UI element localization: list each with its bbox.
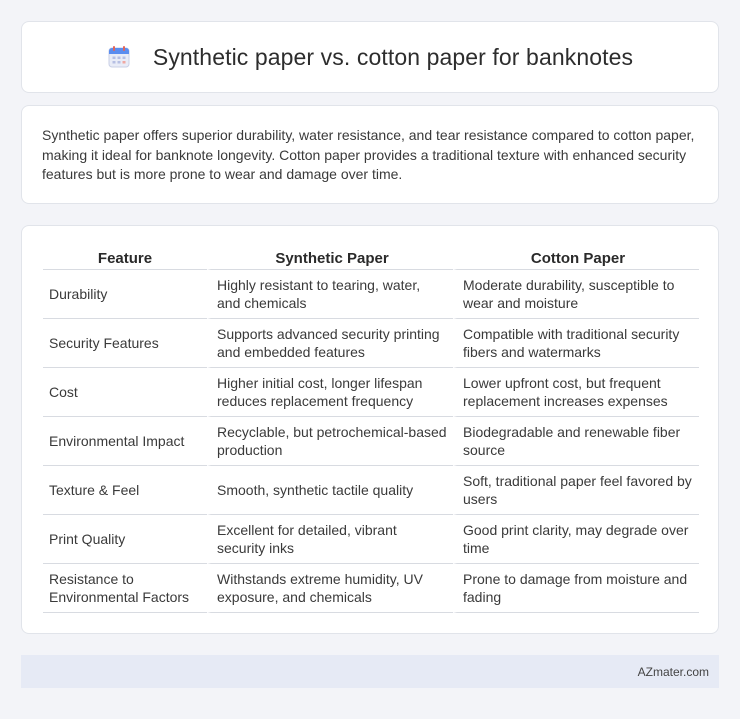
table-row bbox=[43, 564, 699, 613]
table-row bbox=[43, 466, 699, 515]
synthetic-cell: Smooth, synthetic tactile quality bbox=[207, 466, 453, 515]
header-synthetic-paper: Synthetic Paper bbox=[207, 246, 453, 270]
synthetic-cell: Higher initial cost, longer lifespan reduces replacement frequency bbox=[207, 368, 453, 417]
cotton-cell: Prone to damage from moisture and fading bbox=[453, 564, 699, 613]
table-row bbox=[43, 515, 699, 564]
table-header-row bbox=[43, 246, 699, 270]
cotton-cell: Biodegradable and renewable fiber source bbox=[453, 417, 699, 466]
feature-cell: Print Quality bbox=[43, 515, 207, 564]
table-row bbox=[43, 319, 699, 368]
synthetic-cell: Highly resistant to tearing, water, and chemicals bbox=[207, 270, 453, 319]
calendar-icon bbox=[107, 45, 131, 69]
cotton-cell: Soft, traditional paper feel favored by users bbox=[453, 466, 699, 515]
feature-cell: Resistance to Environmental Factors bbox=[43, 564, 207, 613]
cotton-cell: Moderate durability, susceptible to wear and moisture bbox=[453, 270, 699, 319]
comparison-table-card bbox=[21, 225, 719, 634]
table-row bbox=[43, 270, 699, 319]
feature-cell: Security Features bbox=[43, 319, 207, 368]
synthetic-cell: Withstands extreme humidity, UV exposure, and chemicals bbox=[207, 564, 453, 613]
cotton-cell: Good print clarity, may degrade over time bbox=[453, 515, 699, 564]
synthetic-cell: Recyclable, but petrochemical-based production bbox=[207, 417, 453, 466]
header bbox=[107, 44, 633, 71]
table-row bbox=[43, 417, 699, 466]
comparison-table bbox=[43, 246, 699, 613]
feature-cell: Cost bbox=[43, 368, 207, 417]
footer-brand: AZmater.com bbox=[637, 664, 709, 679]
feature-cell: Durability bbox=[43, 270, 207, 319]
header-card bbox=[21, 21, 719, 93]
feature-cell: Environmental Impact bbox=[43, 417, 207, 466]
summary-card bbox=[21, 105, 719, 204]
summary-text: Synthetic paper offers superior durability, water resistance, and tear resistance compared to cotton paper, making it ideal for banknote longevity. Cotton paper provides a traditional texture with enhanced security features but is more prone to wear and damage over time. bbox=[42, 127, 695, 182]
header-cotton-paper: Cotton Paper bbox=[453, 246, 699, 270]
feature-cell: Texture & Feel bbox=[43, 466, 207, 515]
table-row bbox=[43, 368, 699, 417]
header-feature: Feature bbox=[43, 246, 207, 270]
footer bbox=[21, 655, 719, 688]
cotton-cell: Compatible with traditional security fibers and watermarks bbox=[453, 319, 699, 368]
page-title: Synthetic paper vs. cotton paper for banknotes bbox=[152, 43, 634, 70]
synthetic-cell: Supports advanced security printing and embedded features bbox=[207, 319, 453, 368]
synthetic-cell: Excellent for detailed, vibrant security inks bbox=[207, 515, 453, 564]
cotton-cell: Lower upfront cost, but frequent replacement increases expenses bbox=[453, 368, 699, 417]
